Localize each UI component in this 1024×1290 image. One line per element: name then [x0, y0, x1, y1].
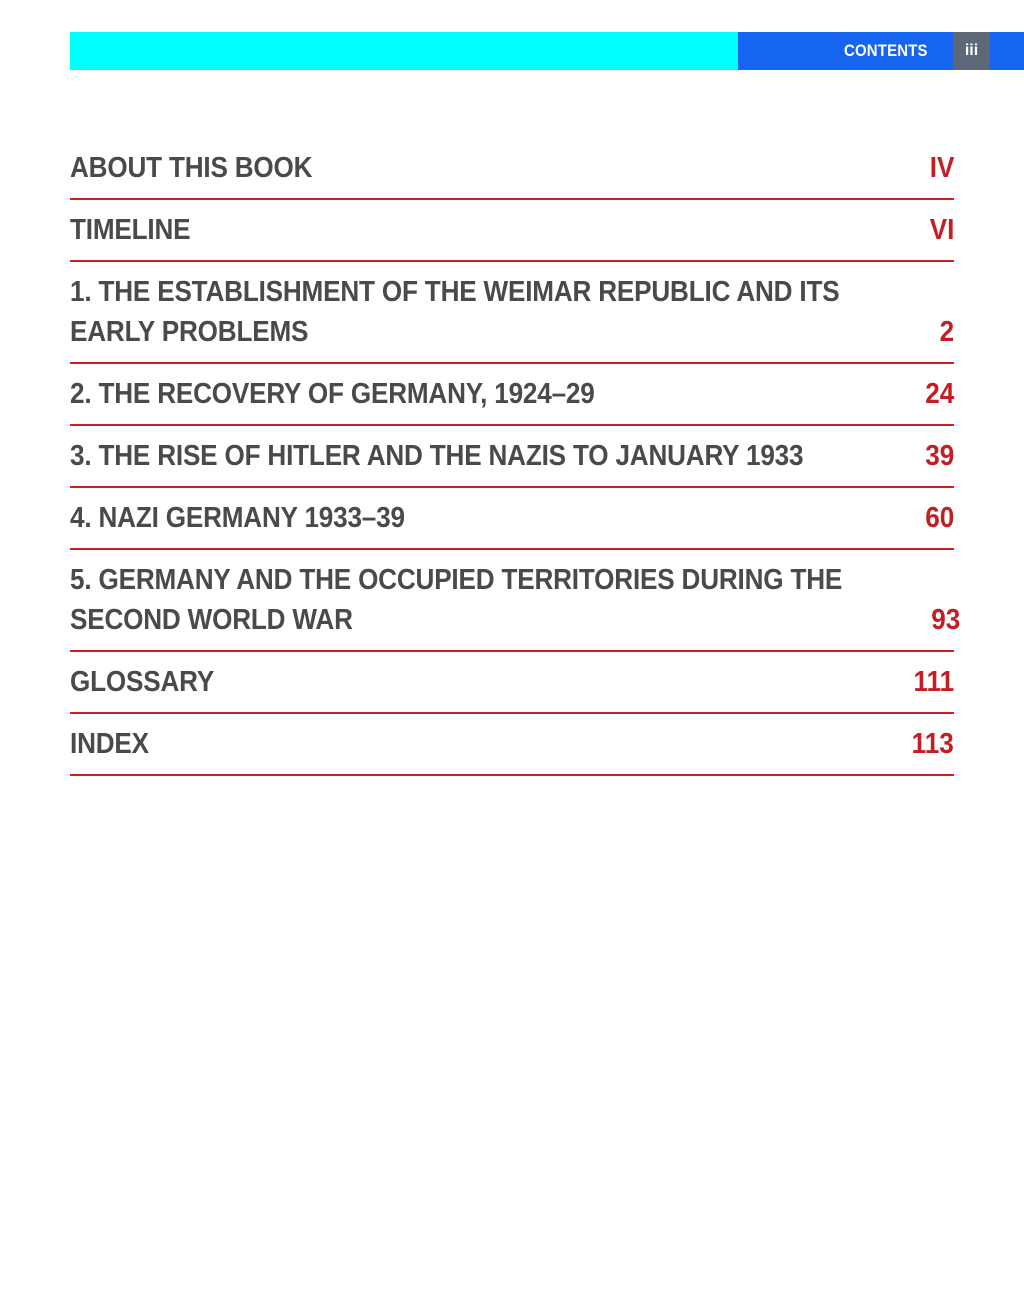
section-title: CONTENTS	[844, 41, 928, 60]
toc-row-chapter-5[interactable]	[70, 550, 961, 652]
toc-entry-page: 2	[939, 316, 954, 348]
toc-entry-title-line: 1. THE ESTABLISHMENT OF THE WEIMAR REPUBLIC AND ITS	[70, 276, 840, 308]
toc-entry-title-line: SECOND WORLD WAR	[70, 604, 353, 636]
toc-entry-title-line: GLOSSARY	[70, 666, 215, 698]
toc-entry-title-line: 5. GERMANY AND THE OCCUPIED TERRITORIES DURING THE	[70, 564, 843, 596]
toc-entry-page: 113	[911, 728, 954, 760]
toc-entry-title-line: INDEX	[70, 728, 149, 760]
toc-entry-title	[70, 272, 851, 352]
toc-entry-title-line: 4. NAZI GERMANY 1933–39	[70, 502, 405, 534]
toc-entry-title-line: EARLY PROBLEMS	[70, 316, 309, 348]
toc-entry-title-line: 2. THE RECOVERY OF GERMANY, 1924–29	[70, 378, 595, 410]
toc-entry-page: IV	[929, 152, 954, 184]
toc-row-index[interactable]	[70, 714, 954, 776]
toc-entry-title	[70, 560, 842, 640]
toc-entry-page: 39	[924, 440, 954, 472]
toc-entry-title-line: 3. THE RISE OF HITLER AND THE NAZIS TO JANUARY 1933	[70, 440, 804, 472]
toc-row-timeline[interactable]	[70, 200, 954, 262]
toc-entry-title-line: ABOUT THIS BOOK	[70, 152, 313, 184]
toc-row-chapter-2[interactable]	[70, 364, 954, 426]
toc-entry-title	[70, 210, 841, 250]
header-band-cyan	[70, 32, 738, 70]
toc-row-chapter-4[interactable]	[70, 488, 954, 550]
toc-row-chapter-1[interactable]	[70, 262, 954, 364]
toc-entry-page: VI	[929, 214, 954, 246]
toc-row-chapter-3[interactable]	[70, 426, 954, 488]
toc-entry-page: 60	[924, 502, 954, 534]
toc-entry-page: 24	[924, 378, 954, 410]
toc-entry-title	[70, 662, 825, 702]
toc-entry-title-line: TIMELINE	[70, 214, 191, 246]
toc-entry-page: 111	[913, 666, 954, 698]
toc-row-glossary[interactable]	[70, 652, 954, 714]
toc-row-about[interactable]	[70, 138, 954, 200]
toc-entry-title	[70, 724, 823, 764]
toc-entry-title	[70, 498, 837, 538]
header-band	[70, 32, 1024, 70]
toc-entry-page: 93	[931, 604, 961, 636]
toc-entry-title	[70, 148, 841, 188]
toc-entry-title	[70, 436, 837, 476]
page-number: iii	[953, 32, 990, 70]
table-of-contents	[70, 138, 961, 776]
toc-entry-title	[70, 374, 837, 414]
header-band-blue	[738, 32, 1024, 70]
